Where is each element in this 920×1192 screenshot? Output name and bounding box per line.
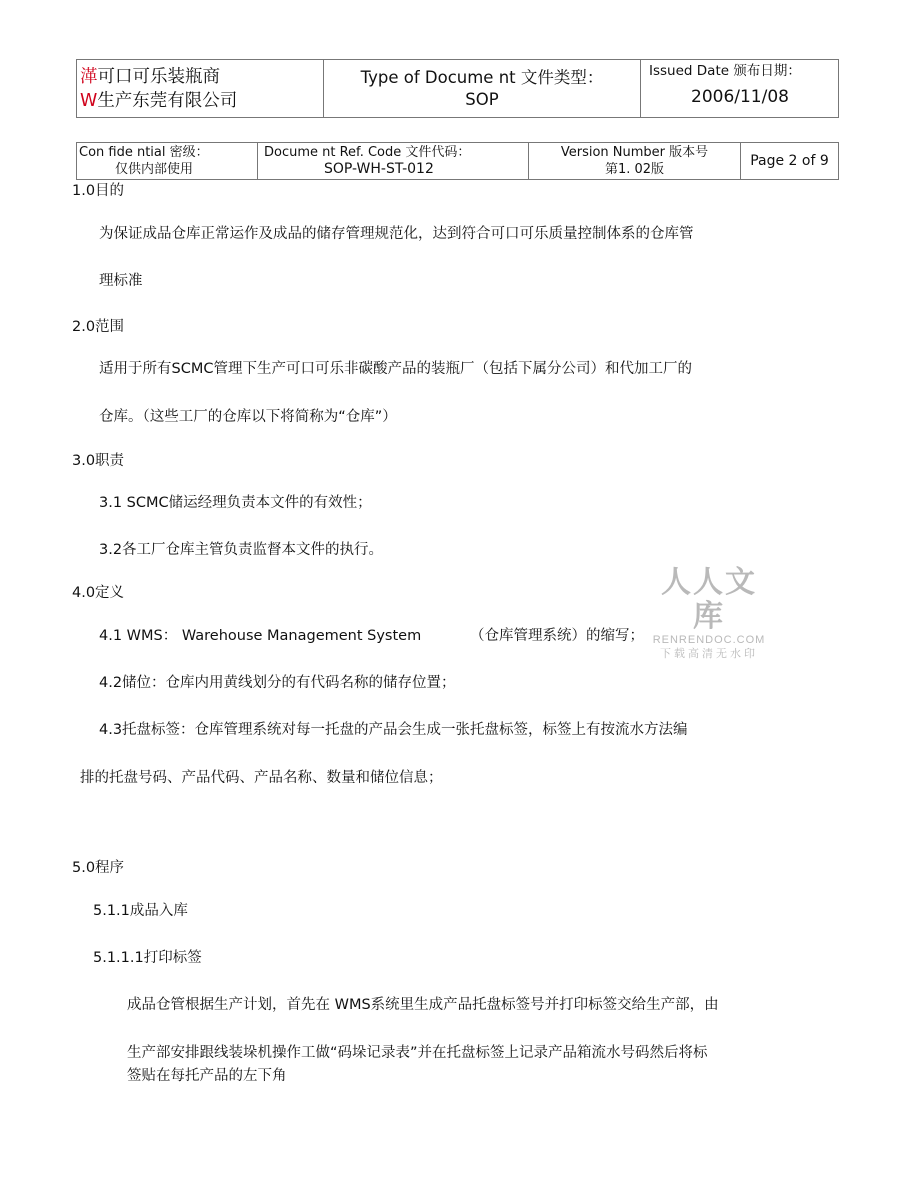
company-cell xyxy=(77,60,324,118)
watermark xyxy=(646,566,772,661)
section-5-1-1-1-title: 5.1.1.1打印标签 xyxy=(93,950,202,966)
section-4-item-1-b: （仓库管理系统）的缩写； xyxy=(470,628,644,644)
version-value: 第1. 02版 xyxy=(604,162,665,177)
watermark-logo-text: 人人文库 xyxy=(661,565,757,634)
section-1-para-2: 理标准 xyxy=(99,273,143,289)
section-3-title: 3.0职责 xyxy=(72,453,125,469)
issued-label: Issued Date 颁布日期： xyxy=(649,63,801,79)
issued-value: 2006/11/08 xyxy=(691,87,789,107)
version-label: Version Number 版本号 xyxy=(560,145,709,160)
confidential-cell xyxy=(77,143,258,180)
header-table xyxy=(76,59,839,118)
section-3-item-1: 3.1 SCMC储运经理负责本文件的有效性； xyxy=(99,495,372,511)
section-4-item-3-a: 4.3托盘标签：仓库管理系统对每一托盘的产品会生成一张托盘标签，标签上有按流水方法编 xyxy=(99,722,688,738)
section-4-title: 4.0定义 xyxy=(72,585,125,601)
section-1-title: 1.0目的 xyxy=(72,183,125,199)
watermark-subtitle: 下载高清无水印 xyxy=(660,647,758,660)
company-line1: 可口可乐装瓶商 xyxy=(97,66,220,87)
company-prefix: 㴖 xyxy=(80,66,98,87)
doc-type-label: Type of Docume nt 文件类型： xyxy=(360,67,604,87)
watermark-url: RENRENDOC.COM xyxy=(652,634,766,646)
section-2-para-1: 适用于所有SCMC管理下生产可口可乐非碳酸产品的装瓶厂（包括下属分公司）和代加工厂的 xyxy=(99,361,692,377)
refcode-label: Docume nt Ref. Code 文件代码： xyxy=(264,145,471,160)
page-number-cell xyxy=(741,143,839,180)
company-line2: 生产东莞有限公司 xyxy=(97,90,238,111)
section-5-para-3: 签贴在每托产品的左下角 xyxy=(127,1068,287,1084)
section-3-item-2: 3.2各工厂仓库主管负责监督本文件的执行。 xyxy=(99,542,384,558)
section-5-para-2: 生产部安排跟线装垛机操作工做“码垛记录表”并在托盘标签上记录产品箱流水号码然后将标 xyxy=(127,1045,708,1061)
company-w: W xyxy=(80,90,98,111)
confidential-label: Con fide ntial 密级： xyxy=(79,145,209,160)
section-4-item-2: 4.2储位：仓库内用黄线划分的有代码名称的储存位置； xyxy=(99,675,456,691)
refcode-value: SOP-WH-ST-012 xyxy=(324,161,434,177)
doc-type-value: SOP xyxy=(465,89,499,109)
version-cell xyxy=(529,143,741,180)
section-1-para-1: 为保证成品仓库正常运作及成品的储存管理规范化，达到符合可口可乐质量控制体系的仓库管 xyxy=(99,226,694,242)
issued-cell xyxy=(641,60,839,118)
section-4-item-1-a: 4.1 WMS： Warehouse Management System xyxy=(99,628,422,644)
doc-type-cell xyxy=(324,60,641,118)
page-number: Page 2 of 9 xyxy=(750,153,829,169)
refcode-cell xyxy=(258,143,529,180)
section-4-item-3-b: 排的托盘号码、产品代码、产品名称、数量和储位信息； xyxy=(80,770,443,786)
section-2-para-2: 仓库。（这些工厂的仓库以下将简称为“仓库”） xyxy=(99,409,397,425)
section-2-title: 2.0范围 xyxy=(72,319,125,335)
section-5-para-1: 成品仓管根据生产计划，首先在 WMS系统里生成产品托盘标签号并打印标签交给生产部，由 xyxy=(127,997,719,1013)
section-5-1-1-title: 5.1.1成品入库 xyxy=(93,903,188,919)
info-table xyxy=(76,142,839,180)
confidential-value: 仅供内部使用 xyxy=(115,162,194,177)
section-5-title: 5.0程序 xyxy=(72,860,125,876)
